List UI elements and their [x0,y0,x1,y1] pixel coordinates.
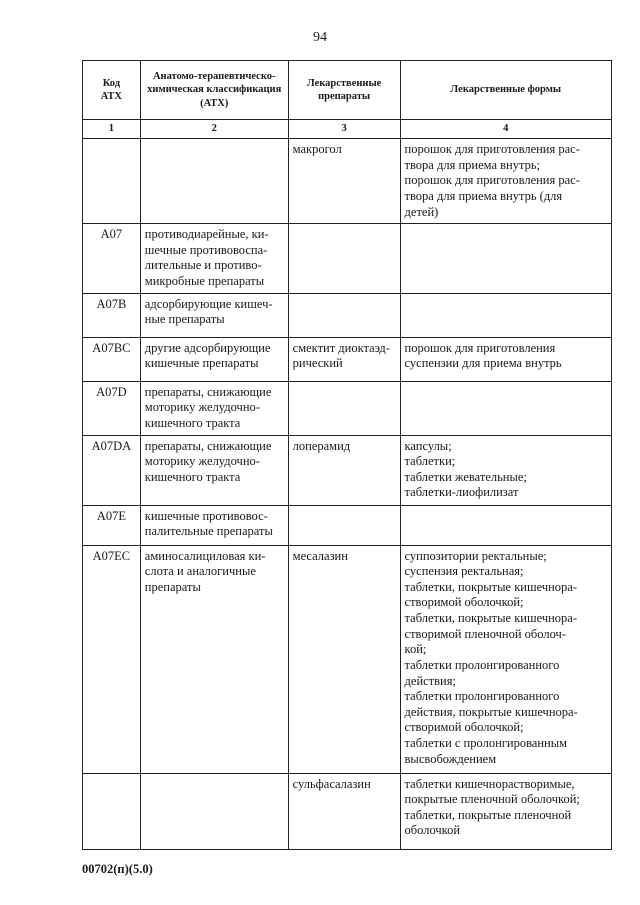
dosage-forms-cell-line: детей) [404,204,439,219]
dosage-forms-cell-line: таблетки кишечнорастворимые, [404,776,575,791]
header-classification: Анатомо-терапевтическо- химическая классификация (АТХ) [140,61,288,120]
table-row [83,224,612,294]
dosage-forms-cell-line: таблетки, покрытые пленочной [404,807,572,822]
drug-cell [288,224,400,294]
dosage-forms-cell [400,545,611,773]
dosage-forms-cell-line: таблетки; [404,454,456,469]
table-row [83,435,612,505]
classification-cell-line: моторику желудочно- [144,454,260,469]
drug-cell [288,337,400,381]
drug-cell-line: рический [292,356,343,371]
classification-cell [140,224,288,294]
atx-code-cell: A07EC [83,545,141,773]
atx-code-cell: A07DA [83,435,141,505]
atx-code-cell: A07BC [83,337,141,381]
dosage-forms-cell-line: высвобождением [404,751,497,766]
dosage-forms-cell-line: покрытые пленочной оболочкой; [404,792,580,807]
table-row [83,505,612,545]
classification-cell [140,545,288,773]
atx-table [82,60,612,850]
dosage-forms-cell-line: суспензия ректальная; [404,564,524,579]
drug-cell-line: лоперамид [292,438,351,453]
classification-cell-line: лительные и противо- [144,258,262,273]
classification-cell [140,139,288,224]
classification-cell-line: адсорбирующие кишеч- [144,296,273,311]
dosage-forms-cell-line: порошок для приготовления рас- [404,142,580,156]
dosage-forms-cell-line: оболочкой [404,823,461,838]
dosage-forms-cell [400,224,611,294]
classification-cell [140,505,288,545]
drug-cell [288,139,400,224]
classification-cell-line: палительные препараты [144,524,273,539]
classification-cell [140,773,288,849]
dosage-forms-cell [400,293,611,337]
dosage-forms-cell-line: таблетки, покрытые кишечнора- [404,611,578,625]
dosage-forms-cell [400,505,611,545]
table-row [83,773,612,849]
classification-cell-line: препараты, снижающие [144,384,272,399]
classification-cell-line: моторику желудочно- [144,400,260,415]
table-row [83,545,612,773]
classification-cell-line: кишечного тракта [144,469,241,484]
classification-cell-line: шечные противовоспа- [144,242,268,257]
drug-cell-line: макрогол [292,142,342,156]
classification-cell-line: кишечные препараты [144,356,259,371]
classification-cell [140,435,288,505]
atx-code-cell [83,773,141,849]
drug-cell [288,381,400,435]
column-number: 1 [83,120,141,139]
dosage-forms-cell-line: суппозитории ректальные; [404,548,547,563]
page-number: 94 [313,30,327,45]
dosage-forms-cell-line: таблетки-лиофилизат [404,485,519,500]
classification-cell-line: слота и аналогичные [144,564,256,579]
header-forms: Лекарственные формы [400,61,611,120]
drug-cell [288,435,400,505]
classification-cell-line: препараты [144,579,201,594]
dosage-forms-cell-line: действия, покрытые кишечнора- [404,704,578,719]
column-number: 2 [140,120,288,139]
atx-code-cell: A07B [83,293,141,337]
classification-cell-line: ные препараты [144,312,225,327]
dosage-forms-cell [400,139,611,224]
drug-cell [288,505,400,545]
dosage-forms-cell-line: капсулы; [404,438,452,453]
dosage-forms-cell-line: порошок для приготовления рас- [404,173,580,188]
document-code: 00702(п)(5.0) [82,862,153,876]
atx-code-cell: A07 [83,224,141,294]
classification-cell [140,381,288,435]
dosage-forms-cell-line: таблетки с пролонгированным [404,736,568,750]
dosage-forms-cell-line: кой; [404,642,427,657]
dosage-forms-cell-line: таблетки пролонгированного [404,689,560,704]
column-number: 3 [288,120,400,139]
dosage-forms-cell [400,435,611,505]
table-row [83,139,612,224]
classification-cell-line: противодиарейные, ки- [144,227,269,242]
dosage-forms-cell-line: таблетки пролонгированного [404,657,560,672]
dosage-forms-cell-line: суспензии для приема внутрь [404,356,562,371]
dosage-forms-cell-line: створимой оболочкой; [404,595,524,610]
classification-cell-line: кишечного тракта [144,415,241,430]
dosage-forms-cell [400,337,611,381]
dosage-forms-cell-line: таблетки жевательные; [404,469,527,484]
atx-code-cell: A07E [83,505,141,545]
atx-code-cell [83,139,141,224]
table-row [83,381,612,435]
atx-code-cell: A07D [83,381,141,435]
column-number-row [83,120,612,139]
dosage-forms-cell-line: действия; [404,673,456,688]
header-drugs: Лекарственные препараты [288,61,400,120]
drug-cell [288,773,400,849]
classification-cell-line: аминосалициловая ки- [144,548,266,563]
dosage-forms-cell [400,773,611,849]
table-row [83,337,612,381]
dosage-forms-cell-line: створимой пленочной оболоч- [404,626,566,641]
drug-cell [288,545,400,773]
classification-cell-line: микробные препараты [144,274,265,288]
table-row [83,293,612,337]
header-row [83,61,612,120]
classification-cell-line: препараты, снижающие [144,438,272,453]
drug-cell [288,293,400,337]
dosage-forms-cell-line: твора для приема внутрь (для [404,188,563,203]
dosage-forms-cell-line: створимой оболочкой; [404,720,524,735]
classification-cell-line: кишечные противовос- [144,508,268,523]
column-number: 4 [400,120,611,139]
dosage-forms-cell [400,381,611,435]
dosage-forms-cell-line: таблетки, покрытые кишечнора- [404,579,578,594]
classification-cell [140,293,288,337]
header-code: Код АТХ [83,61,141,120]
drug-cell-line: сульфасалазин [292,776,371,791]
classification-cell-line: другие адсорбирующие [144,340,271,355]
classification-cell [140,337,288,381]
drug-cell-line: месалазин [292,548,348,563]
drug-cell-line: смектит диоктаэд- [292,340,390,355]
dosage-forms-cell-line: порошок для приготовления [404,340,556,355]
table-body [83,139,612,850]
dosage-forms-cell-line: твора для приема внутрь; [404,157,541,172]
